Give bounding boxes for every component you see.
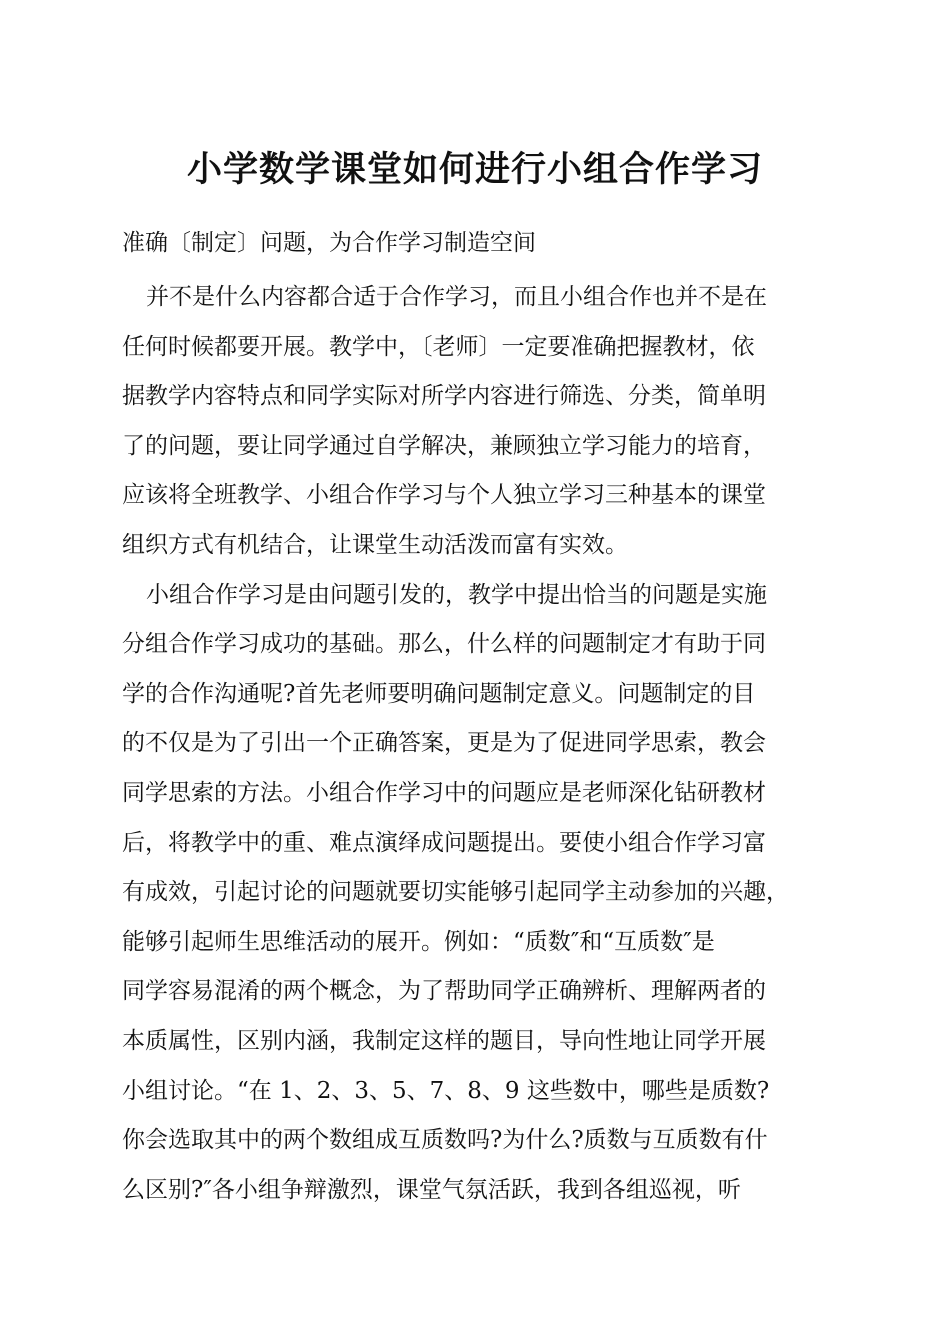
paragraph-line: 么区别?″各小组争辩激烈，课堂气氛活跃，我到各组巡视，听 [122, 1176, 741, 1203]
paragraph-line: 了的问题，要让同学通过自学解决，兼顾独立学习能力的培育， [122, 432, 766, 459]
paragraph-line: 你会选取其中的两个数组成互质数吗?为什么?质数与互质数有什 [122, 1127, 768, 1154]
paragraph-line: 任何时候都要开展。教学中，〔老师〕一定要准确把握教材，依 [122, 333, 755, 360]
paragraph [122, 273, 834, 571]
paragraph-line: 分组合作学习成功的基础。那么，什么样的问题制定才有助于同 [122, 631, 766, 658]
paragraph-line: 应该将全班教学、小组合作学习与个人独立学习三种基本的课堂 [122, 482, 766, 509]
paragraph-line: 本质属性，区别内涵，我制定这样的题目，导向性地让同学开展 [122, 1027, 766, 1054]
paragraph-line: 组织方式有机结合，让课堂生动活泼而富有实效。 [122, 531, 628, 558]
document-body [122, 273, 834, 1215]
document-title: 小学数学课堂如何进行小组合作学习 [186, 149, 763, 190]
paragraph-line: 后，将教学中的重、难点演绎成问题提出。要使小组合作学习富 [122, 829, 766, 856]
paragraph-line: 并不是什么内容都合适于合作学习，而且小组合作也并不是在 [146, 284, 767, 310]
paragraph-line: 能够引起师生思维活动的展开。例如：“质数″和“互质数″是 [122, 928, 715, 955]
paragraph-line: 据教学内容特点和同学实际对所学内容进行筛选、分类，简单明 [122, 383, 766, 410]
paragraph [122, 571, 834, 1216]
paragraph-line: 同学思索的方法。小组合作学习中的问题应是老师深化钻研教材 [122, 779, 766, 806]
paragraph-line: 小组讨论。“在 1、2、3、5、7、8、9 这些数中，哪些是质数? [122, 1077, 770, 1104]
section-heading: 准确〔制定〕问题，为合作学习制造空间 [122, 230, 536, 256]
paragraph-line: 小组合作学习是由问题引发的，教学中提出恰当的问题是实施 [146, 581, 767, 608]
paragraph-line: 有成效，引起讨论的问题就要切实能够引起同学主动参加的兴趣， [122, 879, 789, 906]
paragraph-line: 同学容易混淆的两个概念，为了帮助同学正确辨析、理解两者的 [122, 978, 766, 1005]
paragraph-line: 的不仅是为了引出一个正确答案，更是为了促进同学思索，教会 [122, 730, 766, 757]
paragraph-line: 学的合作沟通呢?首先老师要明确问题制定意义。问题制定的目 [122, 680, 756, 707]
